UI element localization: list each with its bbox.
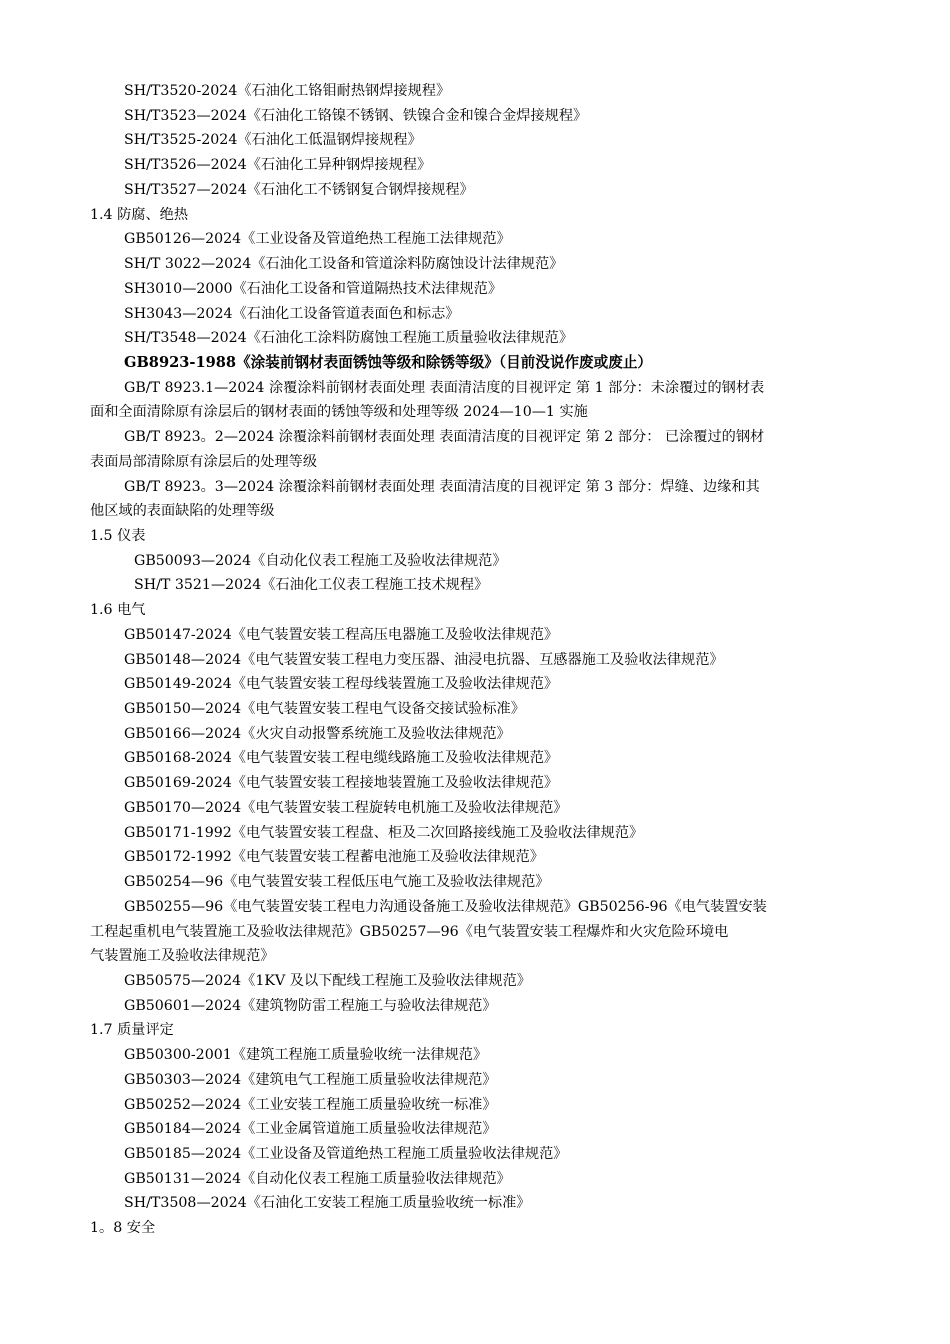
text-line: 1.5 仪表 [90,528,146,544]
text-line: 气装置施工及验收法律规范》 [90,948,275,965]
reference-line: GB50575—2024《1KV 及以下配线工程施工及验收法律规范》 [124,972,531,989]
reference-line: SH/T3526—2024《石油化工异种钢焊接规程》 [124,157,432,174]
reference-line: SH/T3548—2024《石油化工涂料防腐蚀工程施工质量验收法律规范》 [124,330,574,347]
reference-line: GB50172-1992《电气装置安装工程蓄电池施工及验收法律规范》 [124,849,544,866]
text-line: 面和全面清除原有涂层后的钢材表面的锈蚀等级和处理等级 2024—10—1 实施 [90,404,588,421]
reference-line: GB50255—96《电气装置安装工程电力沟通设备施工及验收法律规范》GB50256-96《电气装置安装 [124,898,767,915]
reference-line: GB50171-1992《电气装置安装工程盘、柜及二次回路接线施工及验收法律规范》 [124,824,644,841]
reference-line: GB50149-2024《电气装置安装工程母线装置施工及验收法律规范》 [124,676,559,693]
text-line: 1.6 电气 [90,602,146,619]
reference-line: GB50601—2024《建筑物防雷工程施工与验收法律规范》 [124,997,497,1014]
text-line: 1.7 质量评定 [90,1022,174,1039]
reference-line: GB/T 8923。2—2024 涂覆涂料前钢材表面处理 表面清洁度的目视评定 第 2 部分： 已涂覆过的钢材 [124,429,765,446]
reference-line: GB50254—96《电气装置安装工程低压电气施工及验收法律规范》 [124,874,550,890]
reference-line: GB50093—2024《自动化仪表工程施工及验收法律规范》 [134,552,507,569]
text-line: 工程起重机电气装置施工及验收法律规范》GB50257—96《电气装置安装工程爆炸和火灾危险环境电 [90,923,729,940]
reference-line: GB/T 8923。3—2024 涂覆涂料前钢材表面处理 表面清洁度的目视评定 第 3 部分：焊缝、边缘和其 [124,478,760,495]
reference-line: GB8923-1988《涂装前钢材表面锈蚀等级和除锈等级》（目前没说作废或废止） [124,353,653,371]
reference-line: GB50303—2024《建筑电气工程施工质量验收法律规范》 [124,1071,497,1088]
reference-line: GB50168-2024《电气装置安装工程电缆线路施工及验收法律规范》 [124,750,559,767]
reference-line: GB50131—2024《自动化仪表工程施工质量验收法律规范》 [124,1170,511,1187]
reference-line: SH/T 3022—2024《石油化工设备和管道涂料防腐蚀设计法律规范》 [124,256,564,272]
reference-line: GB50126—2024《工业设备及管道绝热工程施工法律规范》 [124,231,511,248]
reference-line: GB50184—2024《工业金属管道施工质量验收法律规范》 [124,1121,497,1138]
reference-line: SH/T3523—2024《石油化工铬镍不锈钢、铁镍合金和镍合金焊接规程》 [124,107,588,124]
reference-line: GB50147-2024《电气装置安装工程高压电器施工及验收法律规范》 [124,626,559,643]
reference-line: SH/T3508—2024《石油化工安装工程施工质量验收统一标准》 [124,1195,531,1212]
reference-line: SH/T3520-2024《石油化工铬钼耐热钢焊接规程》 [124,83,451,99]
reference-line: GB50252—2024《工业安装工程施工质量验收统一标准》 [124,1096,497,1113]
reference-line: SH3010—2000《石油化工设备和管道隔热技术法律规范》 [124,280,503,297]
text-line: 他区域的表面缺陷的处理等级 [90,503,275,520]
reference-line: GB50148—2024《电气装置安装工程电力变压器、油浸电抗器、互感器施工及验收法律规范》 [124,651,724,668]
reference-line: GB50166—2024《火灾自动报警系统施工及验收法律规范》 [124,725,511,742]
reference-line: GB50150—2024《电气装置安装工程电气设备交接试验标准》 [124,701,525,717]
reference-line: GB50170—2024《电气装置安装工程旋转电机施工及验收法律规范》 [124,799,568,816]
reference-line: GB/T 8923.1—2024 涂覆涂料前钢材表面处理 表面清洁度的目视评定 第 1 部分：未涂覆过的钢材表 [124,379,765,396]
text-line: 表面局部清除原有涂层后的处理等级 [90,453,318,470]
text-line: 1。8 安全 [90,1220,156,1237]
reference-line: GB50185—2024《工业设备及管道绝热工程施工质量验收法律规范》 [124,1146,568,1162]
reference-line: GB50169-2024《电气装置安装工程接地装置施工及验收法律规范》 [124,775,559,792]
reference-line: GB50300-2001《建筑工程施工质量验收统一法律规范》 [124,1047,488,1064]
reference-line: SH/T3527—2024《石油化工不锈钢复合钢焊接规程》 [124,181,474,198]
reference-line: SH3043—2024《石油化工设备管道表面色和标志》 [124,305,460,322]
reference-line: SH/T 3521—2024《石油化工仪表工程施工技术规程》 [134,577,489,594]
reference-line: SH/T3525-2024《石油化工低温钢焊接规程》 [124,132,422,149]
text-line: 1.4 防腐、绝热 [90,206,189,223]
